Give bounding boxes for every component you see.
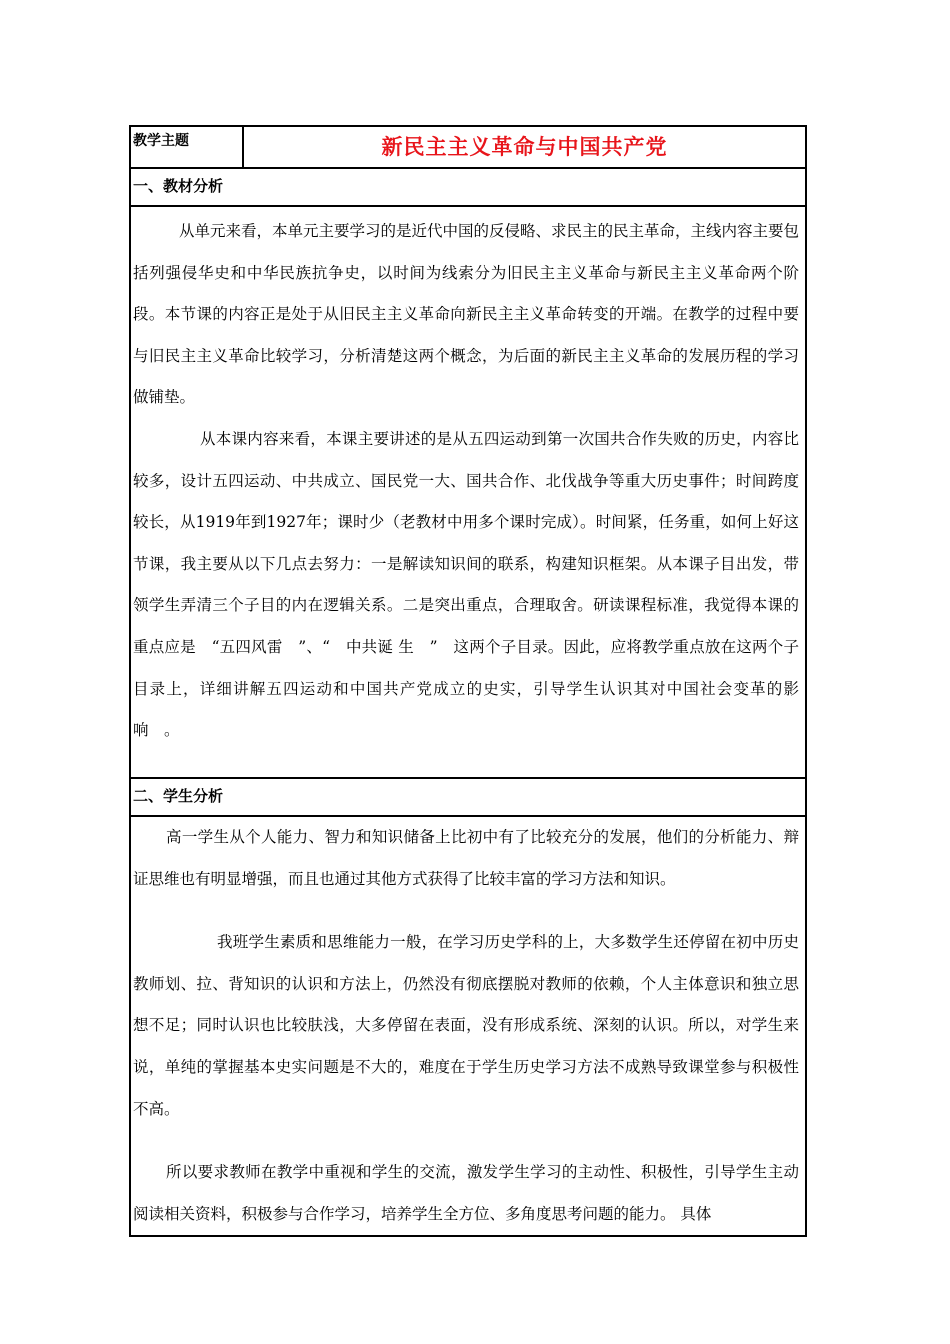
section-heading-textbook-analysis: 一、教材分析 bbox=[133, 177, 224, 195]
section-body-student-analysis bbox=[130, 816, 806, 1236]
section-heading-student-analysis: 二、学生分析 bbox=[133, 787, 224, 805]
paragraph: 我班学生素质和思维能力一般，在学习历史学科的上，大多数学生还停留在初中历史教师划、拉、背知识的认识和方法上，仍然没有彻底摆脱对教师的依赖，个人主体意识和独立思想不足；同时认识也比较肤浅，大多停留在表面，没有形成系统、深刻的认识。所以，对学生来说，单纯的掌握基本史实问题是不大的，难度在于学生历史学习方法不成熟导致课堂参与积极性不高。 bbox=[133, 933, 799, 1118]
lesson-plan-table bbox=[129, 125, 807, 1237]
topic-title: 新民主主义革命与中国共产党 bbox=[381, 135, 668, 159]
paragraph: 所以要求教师在教学中重视和学生的交流，激发学生学习的主动性、积极性，引导学生主动阅读相关资料，积极参与合作学习，培养学生全方位、多角度思考问题的能力。 具体 bbox=[133, 1163, 799, 1223]
topic-label: 教学主题 bbox=[133, 133, 189, 149]
paragraph: 从本课内容来看，本课主要讲述的是从五四运动到第一次国共合作失败的历史，内容比较多，设计五四运动、中共成立、国民党一大、国共合作、北伐战争等重大历史事件；时间跨度较长，从1919年到1927年；课时少（老教材中用多个课时完成）。时间紧，任务重，如何上好这节课，我主要从以下几点去努力：一是解读知识间的联系，构建知识框架。从本课子目出发，带领学生弄清三个子目的内在逻辑关系。二是突出重点，合理取舍。研读课程标准，我觉得本课的重点应是 “五四风雷 ”、“ 中共诞 生 ” 这两个子目录。因此，应将教学重点放在这两个子目录上，详细讲解五四运动和中国共产党成立的史实，引导学生认识其对中国社会变革的影响 。 bbox=[133, 429, 799, 740]
section-body-textbook-analysis bbox=[130, 206, 806, 778]
section-heading-cell bbox=[130, 778, 806, 816]
section-heading-row bbox=[130, 168, 806, 206]
paragraph: 从单元来看，本单元主要学习的是近代中国的反侵略、求民主的民主革命，主线内容主要包括列强侵华史和中华民族抗争史，以时间为线索分为旧民主主义革命与新民主主义革命两个阶段。本节课的内容正是处于从旧民主主义革命向新民主主义革命转变的开端。在教学的过程中要与旧民主主义革命比较学习，分析清楚这两个概念，为后面的新民主主义革命的发展历程的学习做铺垫。 bbox=[133, 222, 800, 407]
paragraph-gap bbox=[133, 1130, 799, 1152]
section-heading-row bbox=[130, 778, 806, 816]
section-body-row bbox=[130, 816, 806, 1236]
section-body-row bbox=[130, 206, 806, 778]
paragraph: 高一学生从个人能力、智力和知识储备上比初中有了比较充分的发展，他们的分析能力、辩证思维也有明显增强，而且也通过其他方式获得了比较丰富的学习方法和知识。 bbox=[133, 828, 799, 888]
topic-title-cell bbox=[243, 126, 806, 168]
section-heading-cell bbox=[130, 168, 806, 206]
topic-row bbox=[130, 126, 806, 168]
paragraph-gap bbox=[133, 900, 799, 922]
topic-label-cell bbox=[130, 126, 243, 168]
